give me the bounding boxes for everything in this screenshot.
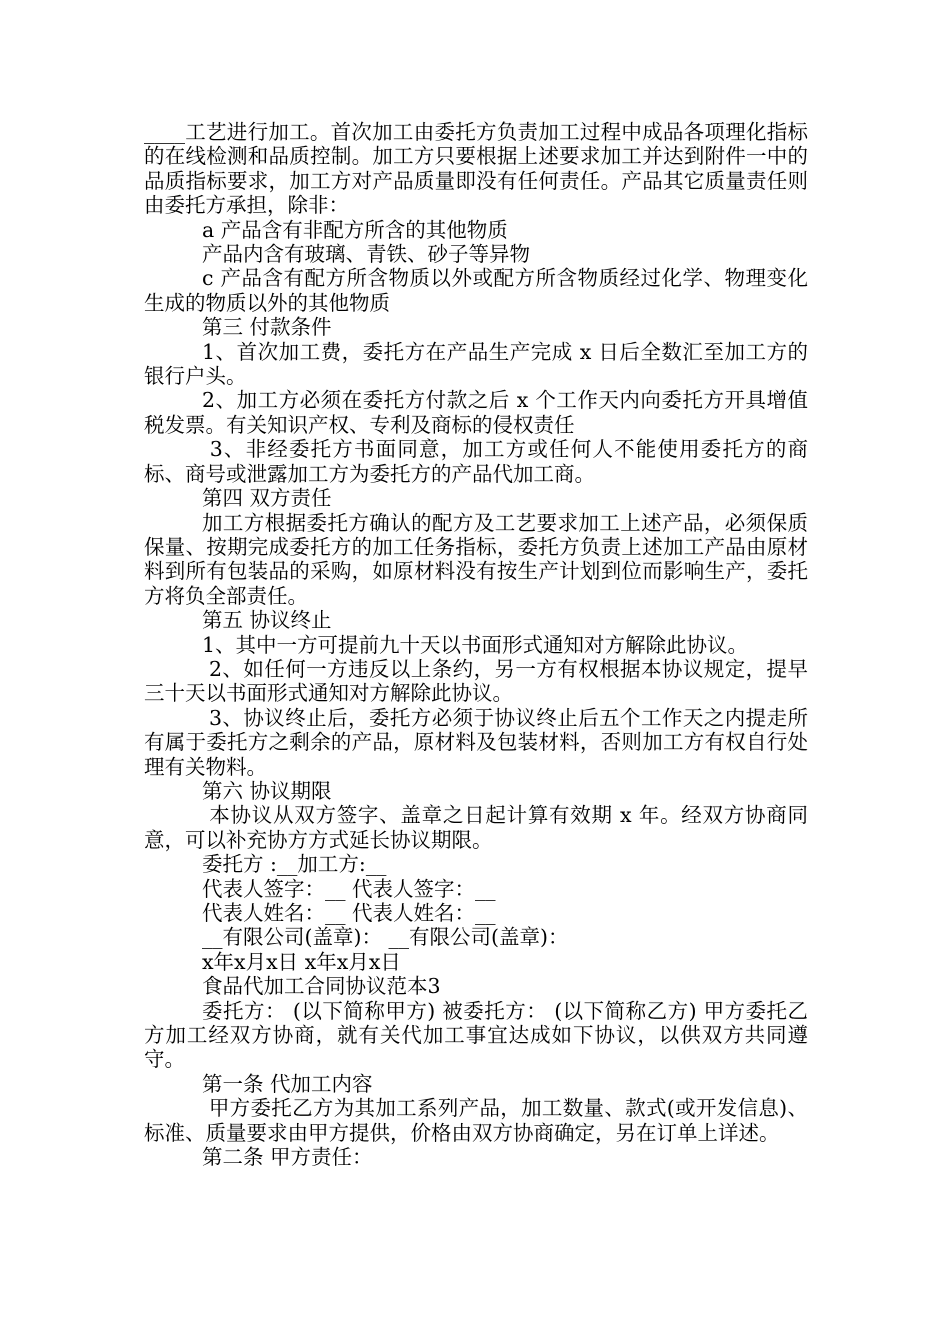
section-heading-term: 第六 协议期限 (202, 778, 332, 803)
paragraph-article-1: 甲方委托乙方为其加工系列产品，加工数量、款式(或开发信息)、标准、质量要求由甲方提供，价格由双方协商确定，另在订单上详述。 (144, 1096, 808, 1145)
paragraph-term: 本协议从双方签字、盖章之日起计算有效期 x 年。经双方协商同意，可以补充协方方式延长协议期限。 (144, 803, 808, 852)
paragraph-termination-1: 1、其中一方可提前九十天以书面形式通知对方解除此协议。 (202, 632, 749, 657)
section-heading-responsibilities: 第四 双方责任 (202, 486, 332, 511)
paragraph-item-b: 产品内含有玻璃、青铁、砂子等异物 (202, 242, 530, 267)
paragraph-item-c: c 产品含有配方所含物质以外或配方所含物质经过化学、物理变化生成的物质以外的其他物质 (144, 266, 808, 315)
paragraph-item-a: a 产品含有非配方所含的其他物质 (202, 217, 508, 242)
paragraph-termination-2: 2、如任何一方违反以上条约，另一方有权根据本协议规定，提早三十天以书面形式通知对方解除此协议。 (144, 656, 808, 706)
section-heading-termination: 第五 协议终止 (202, 608, 332, 633)
paragraph-payment-1: 1、首次加工费，委托方在产品生产完成 x 日后全数汇至加工方的银行户头。 (144, 339, 808, 389)
document-title-sample-3: 食品代加工合同协议范本3 (202, 974, 441, 999)
paragraph-parties-intro: 委托方： (以下简称甲方) 被委托方： (以下简称乙方) 甲方委托乙方加工经双方协商，就有关代加工事宜达成如下协议，以供双方共同遵守。 (144, 998, 808, 1072)
signature-parties: 委托方 :__加工方:__ (202, 852, 387, 877)
section-heading-payment: 第三 付款条件 (202, 315, 332, 340)
paragraph-responsibilities: 加工方根据委托方确认的配方及工艺要求加工上述产品，必须保质保量、按期完成委托方的加工任务指标，委托方负责上述加工产品由原材料到所有包装品的采购，如原材料没有按生产计划到位而影响生产，委托方将负全部责任。 (144, 510, 808, 608)
signature-date: x年x月x日 x年x月x日 (202, 949, 401, 974)
signature-representative-sign: 代表人签字：__ 代表人签字：__ (202, 876, 496, 901)
paragraph-payment-2: 2、加工方必须在委托方付款之后 x 个工作天内向委托方开具增值税发票。有关知识产权、专利及商标的侵权责任 (144, 388, 808, 437)
paragraph-termination-3: 3、协议终止后，委托方必须于协议终止后五个工作天之内提走所有属于委托方之剩余的产品，原材料及包装材料，否则加工方有权自行处理有关物料。 (144, 705, 808, 779)
signature-representative-name: 代表人姓名：__ 代表人姓名：__ (202, 901, 496, 925)
signature-company-seal: __有限公司(盖章)： __有限公司(盖章)： (202, 925, 569, 950)
paragraph-payment-3: 3、非经委托方书面同意，加工方或任何人不能使用委托方的商标、商号或泄露加工方为委托方的产品代加工商。 (144, 437, 808, 486)
paragraph-intro: ____工艺进行加工。首次加工由委托方负责加工过程中成品各项理化指标的在线检测和品质控制。加工方只要根据上述要求加工并达到附件一中的品质指标要求，加工方对产品质量即没有任何责任。产品其它质量责任则由委托方承担，除非： (144, 120, 808, 218)
section-heading-article-2: 第二条 甲方责任： (202, 1145, 373, 1170)
section-heading-article-1: 第一条 代加工内容 (202, 1071, 373, 1096)
document-body (144, 120, 808, 1169)
